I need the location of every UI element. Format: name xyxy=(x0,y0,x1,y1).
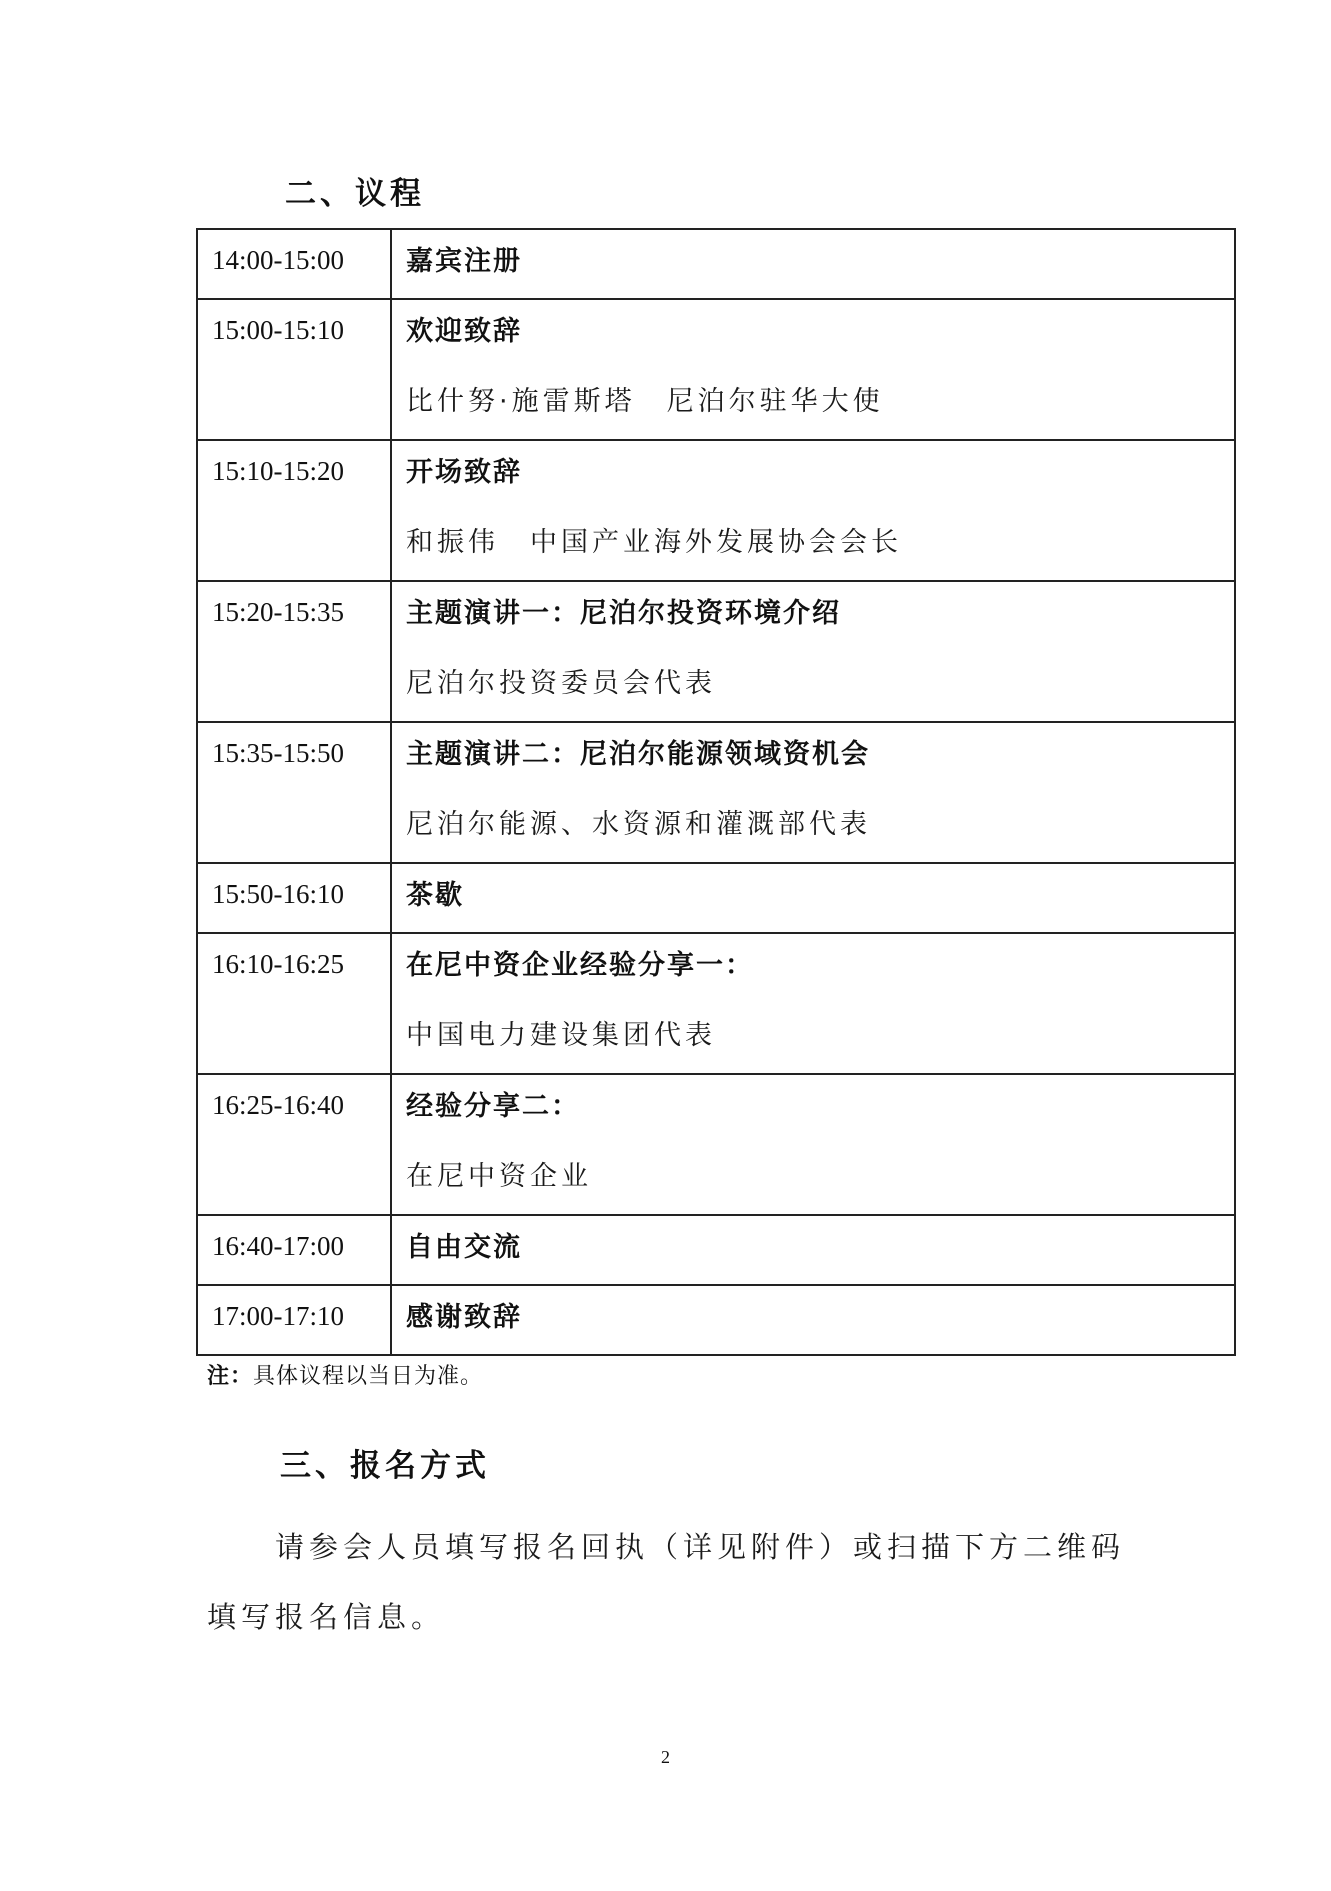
agenda-time: 15:00-15:10 xyxy=(197,299,391,440)
agenda-time: 15:50-16:10 xyxy=(197,863,391,933)
signup-section-heading: 三、报名方式 xyxy=(280,1448,490,1484)
agenda-row xyxy=(197,581,1235,722)
note-label: 注： xyxy=(207,1364,254,1389)
agenda-item xyxy=(391,440,1235,581)
agenda-item xyxy=(391,722,1235,863)
agenda-row xyxy=(197,1215,1235,1285)
agenda-item-speaker: 中国电力建设集团代表 xyxy=(406,1020,716,1051)
agenda-item xyxy=(391,1074,1235,1215)
agenda-row xyxy=(197,933,1235,1074)
agenda-item-title: 自由交流 xyxy=(406,1232,522,1263)
agenda-item xyxy=(391,299,1235,440)
note-text: 具体议程以当日为准。 xyxy=(253,1364,484,1389)
agenda-item-title: 主题演讲二：尼泊尔能源领域资机会 xyxy=(406,739,870,770)
agenda-item xyxy=(391,933,1235,1074)
agenda-row xyxy=(197,863,1235,933)
agenda-time: 17:00-17:10 xyxy=(197,1285,391,1355)
agenda-item xyxy=(391,581,1235,722)
agenda-item-title: 茶歇 xyxy=(406,880,464,911)
agenda-item-title: 开场致辞 xyxy=(406,457,522,488)
agenda-item xyxy=(391,863,1235,933)
agenda-row xyxy=(197,1285,1235,1355)
agenda-time: 16:40-17:00 xyxy=(197,1215,391,1285)
agenda-table xyxy=(196,228,1236,1356)
agenda-item-speaker: 尼泊尔投资委员会代表 xyxy=(406,668,716,699)
agenda-note xyxy=(207,1359,483,1390)
agenda-time: 15:10-15:20 xyxy=(197,440,391,581)
agenda-row xyxy=(197,1074,1235,1215)
agenda-item xyxy=(391,1215,1235,1285)
agenda-item-title: 欢迎致辞 xyxy=(406,316,522,347)
agenda-time: 16:25-16:40 xyxy=(197,1074,391,1215)
agenda-item-title: 主题演讲一：尼泊尔投资环境介绍 xyxy=(406,598,841,629)
agenda-row xyxy=(197,722,1235,863)
agenda-section-heading: 二、议程 xyxy=(285,176,425,212)
agenda-item xyxy=(391,1285,1235,1355)
page-number: 2 xyxy=(661,1747,670,1767)
agenda-item-title: 在尼中资企业经验分享一： xyxy=(406,950,754,981)
agenda-row xyxy=(197,440,1235,581)
agenda-item-speaker: 比什努·施雷斯塔 尼泊尔驻华大使 xyxy=(406,386,884,417)
agenda-item-title: 感谢致辞 xyxy=(406,1302,522,1333)
agenda-time: 15:20-15:35 xyxy=(197,581,391,722)
agenda-item-speaker: 在尼中资企业 xyxy=(406,1161,592,1192)
agenda-item-title: 经验分享二： xyxy=(406,1091,580,1122)
agenda-item-speaker: 和振伟 中国产业海外发展协会会长 xyxy=(406,527,902,558)
agenda-item-speaker: 尼泊尔能源、水资源和灌溉部代表 xyxy=(406,809,871,840)
signup-paragraph: 请参会人员填写报名回执（详见附件）或扫描下方二维码填写报名信息。 xyxy=(207,1530,1126,1634)
agenda-item xyxy=(391,229,1235,299)
agenda-row xyxy=(197,229,1235,299)
agenda-item-title: 嘉宾注册 xyxy=(406,246,522,277)
agenda-time: 16:10-16:25 xyxy=(197,933,391,1074)
agenda-time: 15:35-15:50 xyxy=(197,722,391,863)
agenda-row xyxy=(197,299,1235,440)
agenda-time: 14:00-15:00 xyxy=(197,229,391,299)
